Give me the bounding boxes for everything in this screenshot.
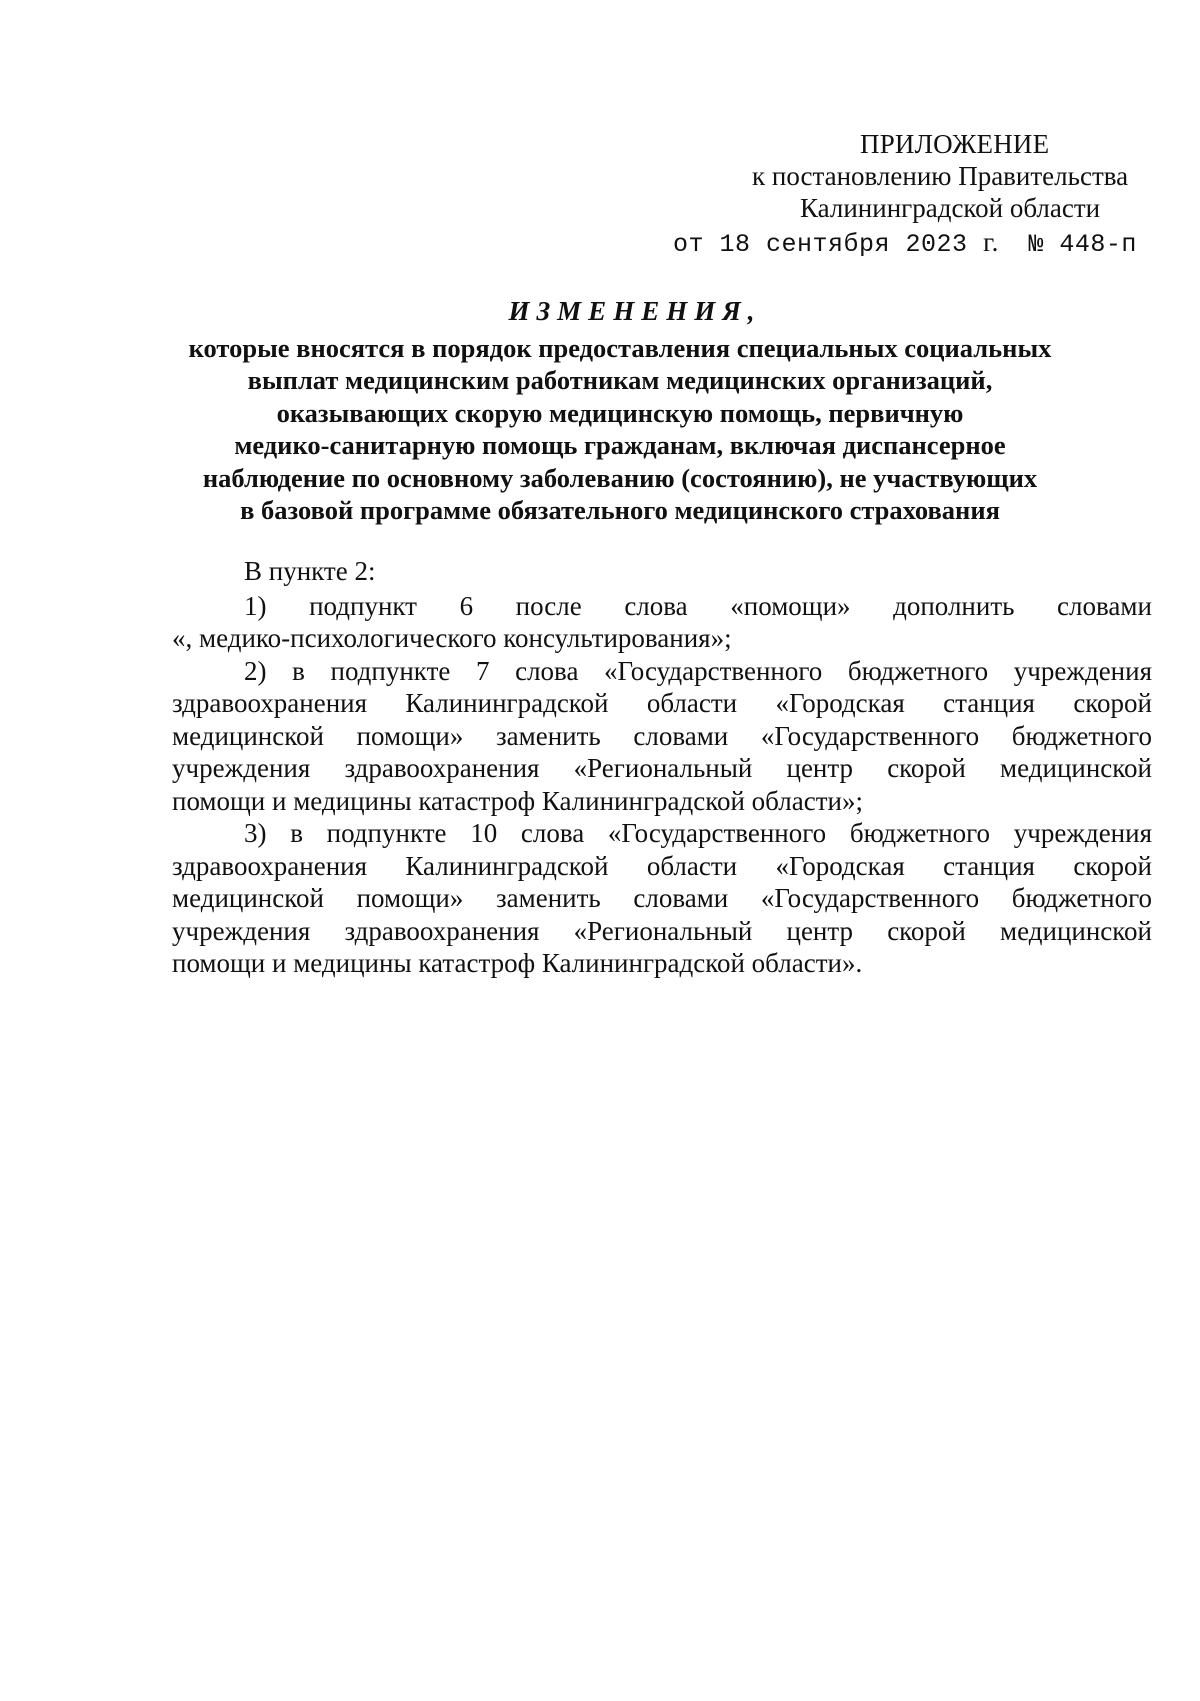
item1-word: после	[515, 590, 582, 621]
item2-line: учреждения здравоохранения «Региональный центр скорой медицинской	[172, 753, 1152, 783]
item1-first-line	[172, 590, 1152, 623]
item2-last-line: помощи и медицины катастроф Калининградской области»;	[172, 785, 863, 816]
appendix-resolution-line: к постановлению Правительства	[752, 161, 1129, 191]
appendix-year-unit: г.	[983, 227, 999, 257]
item2-line: медицинской помощи» заменить словами «Государственного бюджетного	[172, 720, 1152, 751]
appendix-header	[620, 128, 1180, 261]
appendix-date: от 18 сентября 2023	[673, 230, 968, 259]
item1-word: «помощи»	[730, 590, 851, 621]
document-body	[172, 555, 1152, 980]
item1-second-line: «, медико-психологического консультирования»;	[172, 623, 732, 653]
appendix-title: ПРИЛОЖЕНИЕ	[860, 129, 1050, 159]
amendment-item-2	[172, 655, 1152, 818]
item2-line: здравоохранения Калининградской области «Городская станция скорой	[172, 688, 1152, 718]
body-intro: В пункте 2:	[244, 556, 376, 586]
item1-word: слова	[624, 590, 688, 621]
document-subtitle	[150, 332, 1090, 527]
item1-word: подпункт	[309, 590, 417, 621]
amendment-item-3	[172, 817, 1152, 980]
document-title-block	[150, 295, 1090, 527]
amendment-item-1	[172, 590, 1152, 655]
subtitle-line: наблюдение по основному заболеванию (состоянию), не участвующих	[202, 462, 1038, 493]
item3-line: учреждения здравоохранения «Региональный центр скорой медицинской	[172, 915, 1152, 946]
appendix-number: № 448-п	[1028, 230, 1137, 259]
subtitle-line: выплат медицинским работникам медицинских организаций,	[247, 365, 993, 395]
item3-line: 3) в подпункте 10 слова «Государственного бюджетного учреждения	[244, 818, 1152, 848]
item2-line: 2) в подпункте 7 слова «Государственного бюджетного учреждения	[244, 655, 1152, 686]
item3-line: здравоохранения Калининградской области «Городская станция скорой	[172, 850, 1152, 881]
item1-word: 1)	[244, 590, 267, 621]
appendix-region-line: Калининградской области	[800, 193, 1101, 223]
subtitle-line: медико-санитарную помощь гражданам, включая диспансерное	[234, 430, 1006, 460]
item1-word: 6	[459, 590, 474, 621]
subtitle-line: в базовой программе обязательного медицинского страхования	[240, 495, 1000, 525]
document-title: ИЗМЕНЕНИЯ,	[508, 296, 762, 326]
item3-last-line: помощи и медицины катастроф Калининградской области».	[172, 948, 863, 978]
subtitle-line: оказывающих скорую медицинскую помощь, первичную	[276, 397, 964, 428]
subtitle-line: которые вносятся в порядок предоставления специальных социальных	[188, 332, 1052, 363]
item1-word: словами	[1057, 590, 1152, 621]
item1-word: дополнить	[893, 590, 1015, 621]
appendix-date-line	[620, 226, 1180, 261]
item3-line: медицинской помощи» заменить словами «Государственного бюджетного	[172, 883, 1152, 913]
